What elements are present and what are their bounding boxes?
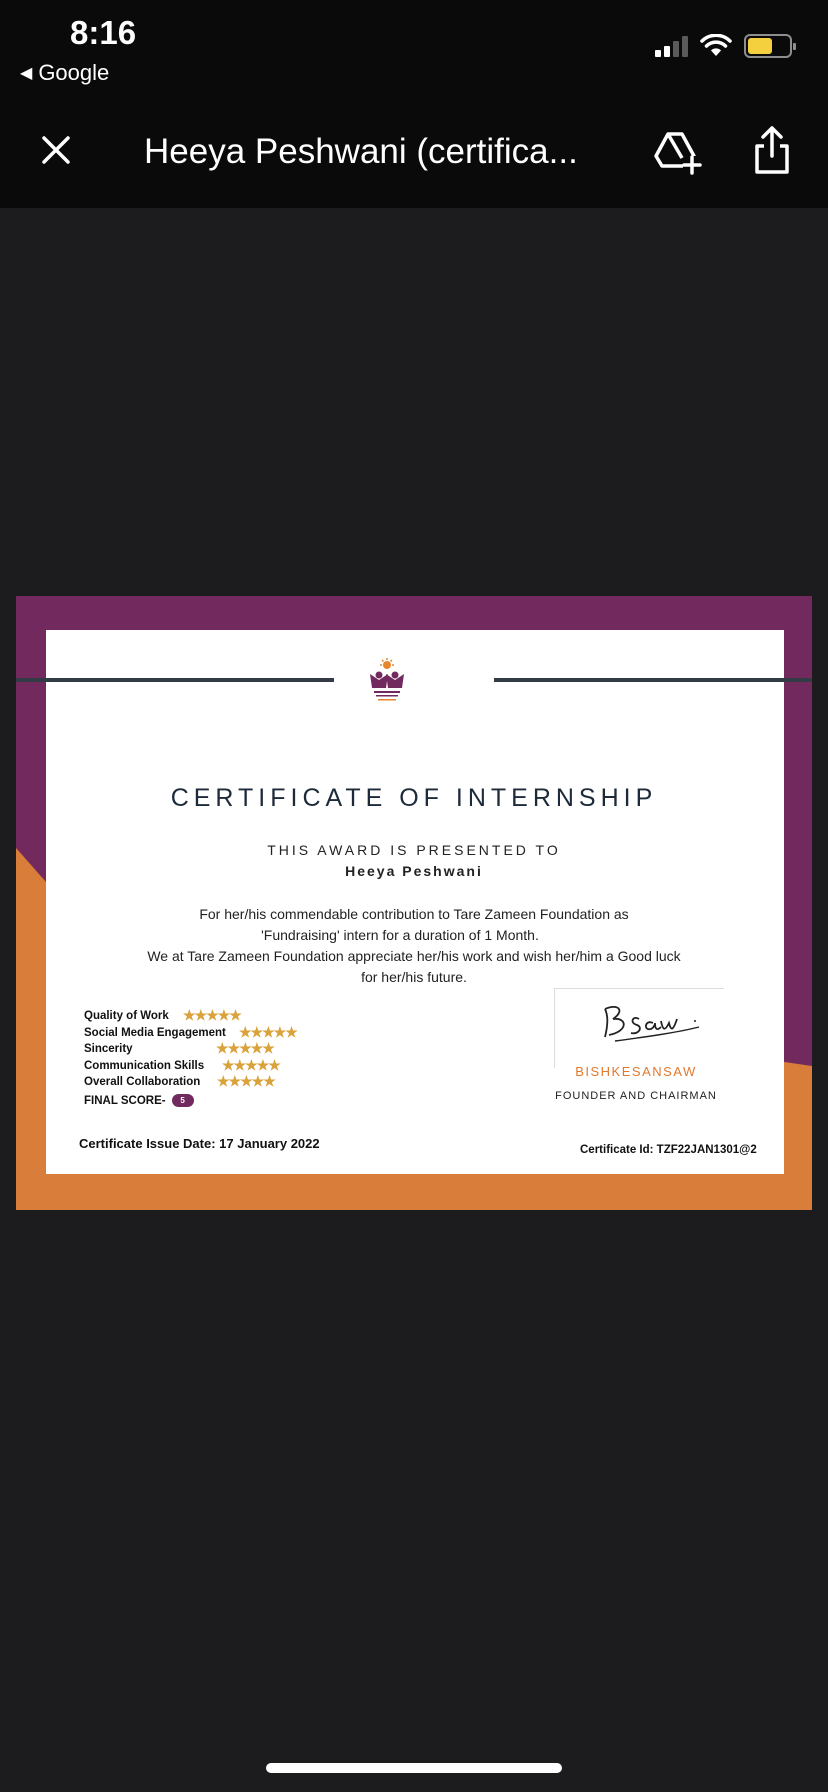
viewer-toolbar (0, 118, 828, 188)
cellular-signal-icon (655, 35, 688, 57)
presented-to-label: THIS AWARD IS PRESENTED TO (267, 842, 561, 858)
rating-label: Overall Collaboration (84, 1076, 201, 1088)
body-line: 'Fundraising' intern for a duration of 1 Month. (261, 927, 539, 943)
rating-row (84, 1073, 275, 1093)
status-time: 8:16 (70, 14, 137, 51)
rating-row (84, 1023, 297, 1044)
battery-icon (744, 34, 792, 58)
star-rating-icon: ★★★★★ (217, 1073, 275, 1089)
foundation-logo (352, 658, 422, 714)
home-indicator[interactable] (266, 1763, 562, 1773)
status-icons (655, 34, 792, 58)
rating-label: Sincerity (84, 1043, 133, 1055)
certificate-body (16, 904, 812, 988)
star-rating-icon: ★★★★★ (183, 1007, 241, 1023)
rating-label: Communication Skills (84, 1059, 205, 1072)
body-line: for her/his future. (361, 969, 467, 985)
share-icon[interactable] (752, 124, 792, 176)
triangle-left-icon: ◀ (20, 65, 33, 82)
ratings-list (84, 1007, 297, 1109)
signer-role: FOUNDER AND CHAIRMAN (555, 1090, 717, 1102)
back-app-label: Google (38, 60, 110, 85)
rating-label: Social Media Engagement (84, 1026, 226, 1039)
rating-label: Quality of Work (84, 1010, 169, 1022)
star-rating-icon: ★★★★★ (216, 1040, 274, 1056)
body-line: We at Tare Zameen Foundation appreciate her/his work and wish her/him a Good luck (147, 948, 681, 964)
star-rating-icon: ★★★★★ (239, 1023, 297, 1040)
recipient-name: Heeya Peshwani (345, 863, 483, 879)
rating-row (84, 1056, 280, 1077)
divider-right (494, 678, 812, 682)
final-score-label: FINAL SCORE- (84, 1094, 166, 1107)
rating-row (84, 1040, 274, 1060)
rating-row (84, 1007, 241, 1027)
document-title: Heeya Peshwani (certifica... (144, 132, 578, 171)
issue-date: Certificate Issue Date: 17 January 2022 (79, 1136, 320, 1151)
close-icon[interactable] (36, 130, 76, 170)
certificate-title: CERTIFICATE OF INTERNSHIP (170, 784, 658, 812)
wifi-icon (700, 34, 732, 58)
add-to-drive-icon[interactable] (652, 126, 702, 176)
certificate-image (16, 596, 812, 1210)
back-to-app-link[interactable] (20, 60, 109, 86)
final-score-badge: 5 (172, 1094, 194, 1107)
final-score-row (84, 1093, 226, 1110)
certificate-id: Certificate Id: TZF22JAN1301@2 (580, 1144, 757, 1156)
star-rating-icon: ★★★★★ (222, 1056, 280, 1073)
signature-image (595, 997, 705, 1047)
divider-left (16, 678, 334, 682)
top-bar (0, 0, 828, 208)
signer-name: BISHKESANSAW (575, 1064, 697, 1079)
signature-box (554, 988, 724, 1068)
body-line: For her/his commendable contribution to Tare Zameen Foundation as (199, 906, 629, 922)
